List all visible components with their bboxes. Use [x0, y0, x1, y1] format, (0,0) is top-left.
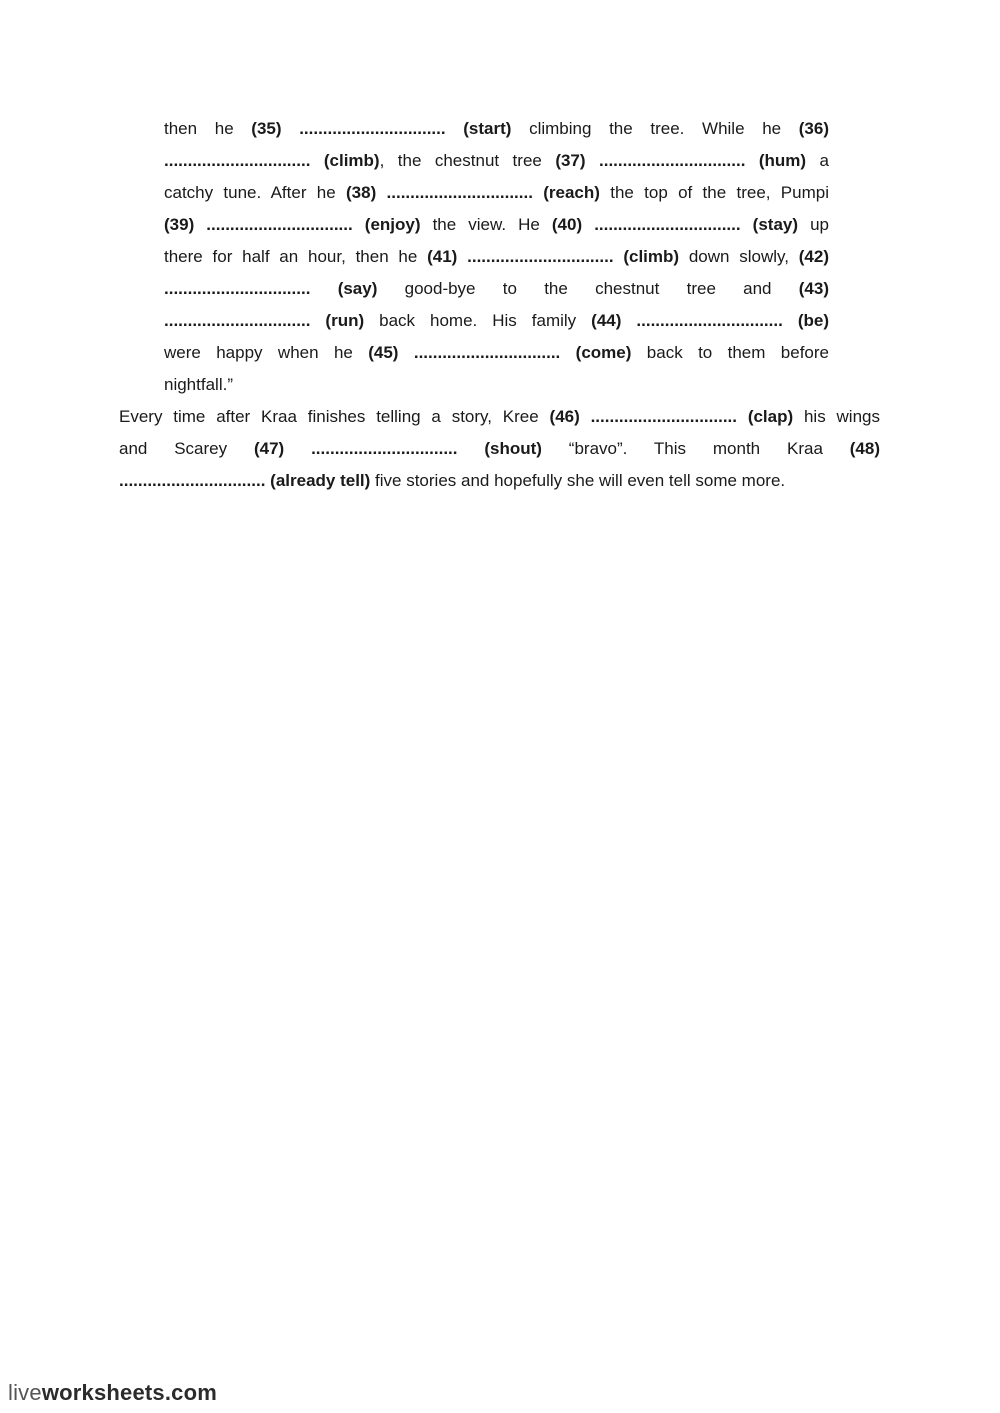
text — [282, 119, 300, 138]
bold-text: (48) — [849, 439, 880, 458]
bold-text: (reach) — [543, 183, 600, 202]
text: down slowly, — [679, 247, 799, 266]
text — [783, 311, 798, 330]
story-line — [164, 182, 829, 204]
bold-text: ............................... — [467, 247, 614, 266]
liveworksheets-logo — [8, 1378, 217, 1408]
text: up — [798, 215, 829, 234]
text — [398, 343, 413, 362]
text — [353, 215, 365, 234]
text — [457, 247, 467, 266]
text: the view. He — [420, 215, 552, 234]
story-line — [164, 214, 829, 236]
bold-text: ............................... — [599, 151, 746, 170]
text: “bravo”. This month Kraa — [541, 439, 850, 458]
text — [533, 183, 543, 202]
bold-text: (already tell) — [270, 471, 371, 490]
bold-text: (enjoy) — [364, 215, 421, 234]
bold-text: (46) — [549, 407, 580, 426]
bold-text: (stay) — [752, 215, 799, 234]
text — [745, 151, 758, 170]
bold-text: (44) — [591, 311, 622, 330]
text — [194, 215, 206, 234]
bold-text: (start) — [463, 119, 512, 138]
bold-text: (38) — [346, 183, 377, 202]
bold-text: (35) — [251, 119, 282, 138]
text: climbing the tree. While he — [511, 119, 799, 138]
text: his wings — [793, 407, 880, 426]
bold-text: ............................... — [636, 311, 783, 330]
bold-text: (climb) — [323, 151, 380, 170]
text: nightfall.” — [164, 375, 233, 394]
bold-text: ............................... — [164, 151, 311, 170]
bold-text: (47) — [253, 439, 285, 458]
bold-text: ............................... — [590, 407, 737, 426]
text — [310, 151, 323, 170]
story-line — [164, 150, 829, 172]
closing-line — [119, 438, 880, 460]
bold-text: ............................... — [311, 439, 458, 458]
text — [741, 215, 753, 234]
text: Every time after Kraa finishes telling a story, Kree — [119, 407, 550, 426]
bold-text: (shout) — [484, 439, 542, 458]
bold-text: (climb) — [623, 247, 680, 266]
bold-text: (43) — [798, 279, 829, 298]
text: five stories and hopefully she will even tell some more. — [370, 471, 786, 490]
bold-text: (run) — [325, 311, 365, 330]
text: a — [806, 151, 829, 170]
closing-line — [119, 406, 880, 428]
text — [376, 183, 386, 202]
story-line — [164, 342, 829, 364]
text — [310, 279, 337, 298]
story-line — [164, 374, 829, 396]
bold-text: (36) — [798, 119, 829, 138]
bold-text: (39) — [164, 215, 195, 234]
bold-text: ............................... — [413, 343, 561, 362]
closing-line — [119, 470, 880, 492]
bold-text: (37) — [555, 151, 586, 170]
bold-text: ............................... — [206, 215, 353, 234]
text — [284, 439, 311, 458]
bold-text: (be) — [797, 311, 829, 330]
bold-text: (come) — [575, 343, 632, 362]
text: , the chestnut tree — [379, 151, 556, 170]
bold-text: (clap) — [747, 407, 794, 426]
bold-text: ............................... — [119, 471, 266, 490]
story-line — [164, 118, 829, 140]
text — [582, 215, 594, 234]
bold-text: (40) — [551, 215, 583, 234]
text: back home. His family — [364, 311, 592, 330]
text — [614, 247, 624, 266]
text — [560, 343, 575, 362]
bold-text: (hum) — [758, 151, 807, 170]
logo-text-light: live — [8, 1380, 42, 1405]
text: then he — [164, 119, 252, 138]
text — [580, 407, 591, 426]
text: back to them before — [631, 343, 830, 362]
bold-text: ............................... — [386, 183, 533, 202]
text: and Scarey — [119, 439, 254, 458]
text — [621, 311, 636, 330]
bold-text: ............................... — [164, 279, 311, 298]
text: the top of the tree, Pumpi — [599, 183, 829, 202]
bold-text: (41) — [427, 247, 458, 266]
story-line — [164, 310, 829, 332]
text — [446, 119, 464, 138]
text — [310, 311, 325, 330]
story-line — [164, 278, 829, 300]
text: good-bye to the chestnut tree and — [377, 279, 799, 298]
text — [586, 151, 599, 170]
story-line — [164, 246, 829, 268]
bold-text: (say) — [337, 279, 378, 298]
text — [737, 407, 748, 426]
bold-text: (45) — [368, 343, 399, 362]
text: there for half an hour, then he — [164, 247, 428, 266]
text: catchy tune. After he — [164, 183, 346, 202]
bold-text: (42) — [798, 247, 829, 266]
text: were happy when he — [164, 343, 369, 362]
bold-text: ............................... — [164, 311, 311, 330]
bold-text: ............................... — [299, 119, 446, 138]
bold-text: ............................... — [594, 215, 741, 234]
logo-text-bold: worksheets.com — [41, 1380, 218, 1405]
text — [458, 439, 485, 458]
